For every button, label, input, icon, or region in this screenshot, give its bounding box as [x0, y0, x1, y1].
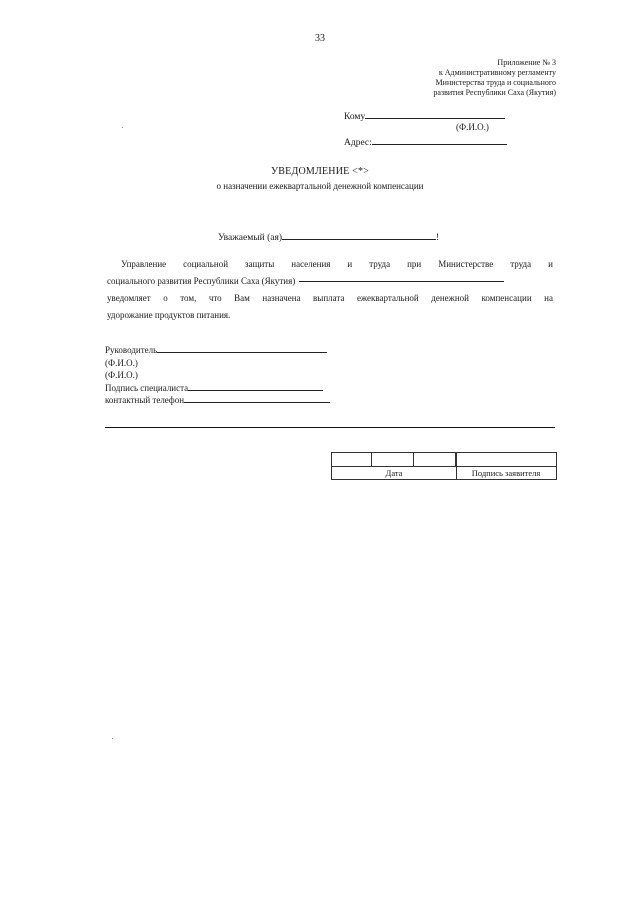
- appendix-line-3: Министерства труда и социального: [435, 78, 556, 87]
- specialist-signature-field[interactable]: [188, 382, 323, 391]
- recipient-address-label: Адрес:: [344, 138, 372, 148]
- scan-mark: [112, 738, 113, 739]
- body-line-2: [107, 273, 553, 290]
- body-line-3-word: том,: [180, 293, 197, 303]
- head-signature-row: [105, 344, 330, 357]
- separator-line: [105, 427, 555, 428]
- body-line-1-word: при: [407, 259, 422, 269]
- body-line-1-word: труда: [510, 259, 532, 269]
- specialist-label: Подпись специалиста: [105, 382, 189, 393]
- body-line-1-word: защиты: [245, 259, 275, 269]
- body-line-3-word: компенсации: [481, 293, 532, 303]
- recipient-to-label: Кому: [344, 112, 366, 122]
- recipient-address-field[interactable]: [372, 136, 507, 145]
- appendix-header: [433, 58, 556, 98]
- notice-body: [107, 256, 553, 324]
- body-line-3-word: уведомляет: [107, 293, 151, 303]
- body-line-1-word: Министерстве: [438, 259, 494, 269]
- body-line-3-word: назначена: [262, 293, 301, 303]
- fio-1: (Ф.И.О.): [105, 357, 138, 368]
- body-line-3-word: выплата: [313, 293, 345, 303]
- body-line-4: [107, 307, 553, 324]
- body-line-1-word: социальной: [183, 259, 229, 269]
- body-line-1-word: населения: [291, 259, 331, 269]
- body-line-3-word: денежной: [431, 293, 470, 303]
- body-line-3-word: Вам: [234, 293, 250, 303]
- document-title: УВЕДОМЛЕНИЕ <*>: [270, 166, 369, 177]
- date-cell-day[interactable]: [332, 453, 372, 466]
- phone-label: контактный телефон: [105, 395, 185, 405]
- body-line-1-word: труда: [369, 259, 391, 269]
- body-line-1: [107, 256, 553, 273]
- phone-row: [105, 394, 330, 407]
- scan-mark: [122, 127, 123, 128]
- body-line-2-text: социального развития Республики Саха (Якутия): [107, 276, 296, 286]
- signature-block: [105, 344, 330, 407]
- appendix-line-1: Приложение № 3: [497, 58, 556, 67]
- recipient-to-field[interactable]: [365, 110, 505, 119]
- head-signature-field[interactable]: [157, 344, 327, 353]
- applicant-signature-label: Подпись заявителя: [471, 468, 541, 478]
- fio-2: (Ф.И.О.): [105, 370, 138, 380]
- body-line-3-word: что: [208, 293, 222, 303]
- date-cell-month[interactable]: [372, 453, 414, 466]
- salutation-text: Уважаемый (ая): [218, 233, 282, 243]
- body-line-1-word: и: [548, 259, 553, 269]
- applicant-stamp-table: [331, 452, 557, 480]
- appendix-line-2: к Административному регламенту: [438, 68, 556, 77]
- head-label: Руководитель: [105, 345, 158, 355]
- body-line-4-text: удорожание продуктов питания.: [107, 310, 231, 320]
- body-line-1-word: и: [347, 259, 353, 269]
- body-line-1-word: Управление: [121, 259, 167, 269]
- appendix-line-4: развития Республики Саха (Якутия): [433, 88, 556, 97]
- specialist-signature-row: [105, 382, 330, 395]
- page-number: 33: [315, 33, 325, 44]
- document-subtitle: о назначении ежеквартальной денежной компенсации: [216, 181, 424, 191]
- date-cell-year[interactable]: [414, 453, 456, 466]
- salutation-exclamation: !: [436, 233, 440, 243]
- body-line-3-word: на: [544, 293, 553, 303]
- recipient-to-row: [344, 110, 505, 122]
- salutation-name-field[interactable]: [282, 231, 436, 240]
- recipient-address-row: [344, 136, 507, 148]
- recipient-fio-hint: (Ф.И.О.): [456, 122, 489, 132]
- date-label: Дата: [385, 468, 403, 478]
- body-line-3-word: о: [163, 293, 168, 303]
- body-line-3: [107, 290, 553, 307]
- phone-field[interactable]: [184, 394, 330, 403]
- body-line-3-word: ежеквартальной: [356, 293, 419, 303]
- salutation-row: [218, 231, 439, 243]
- body-department-field[interactable]: [299, 273, 504, 282]
